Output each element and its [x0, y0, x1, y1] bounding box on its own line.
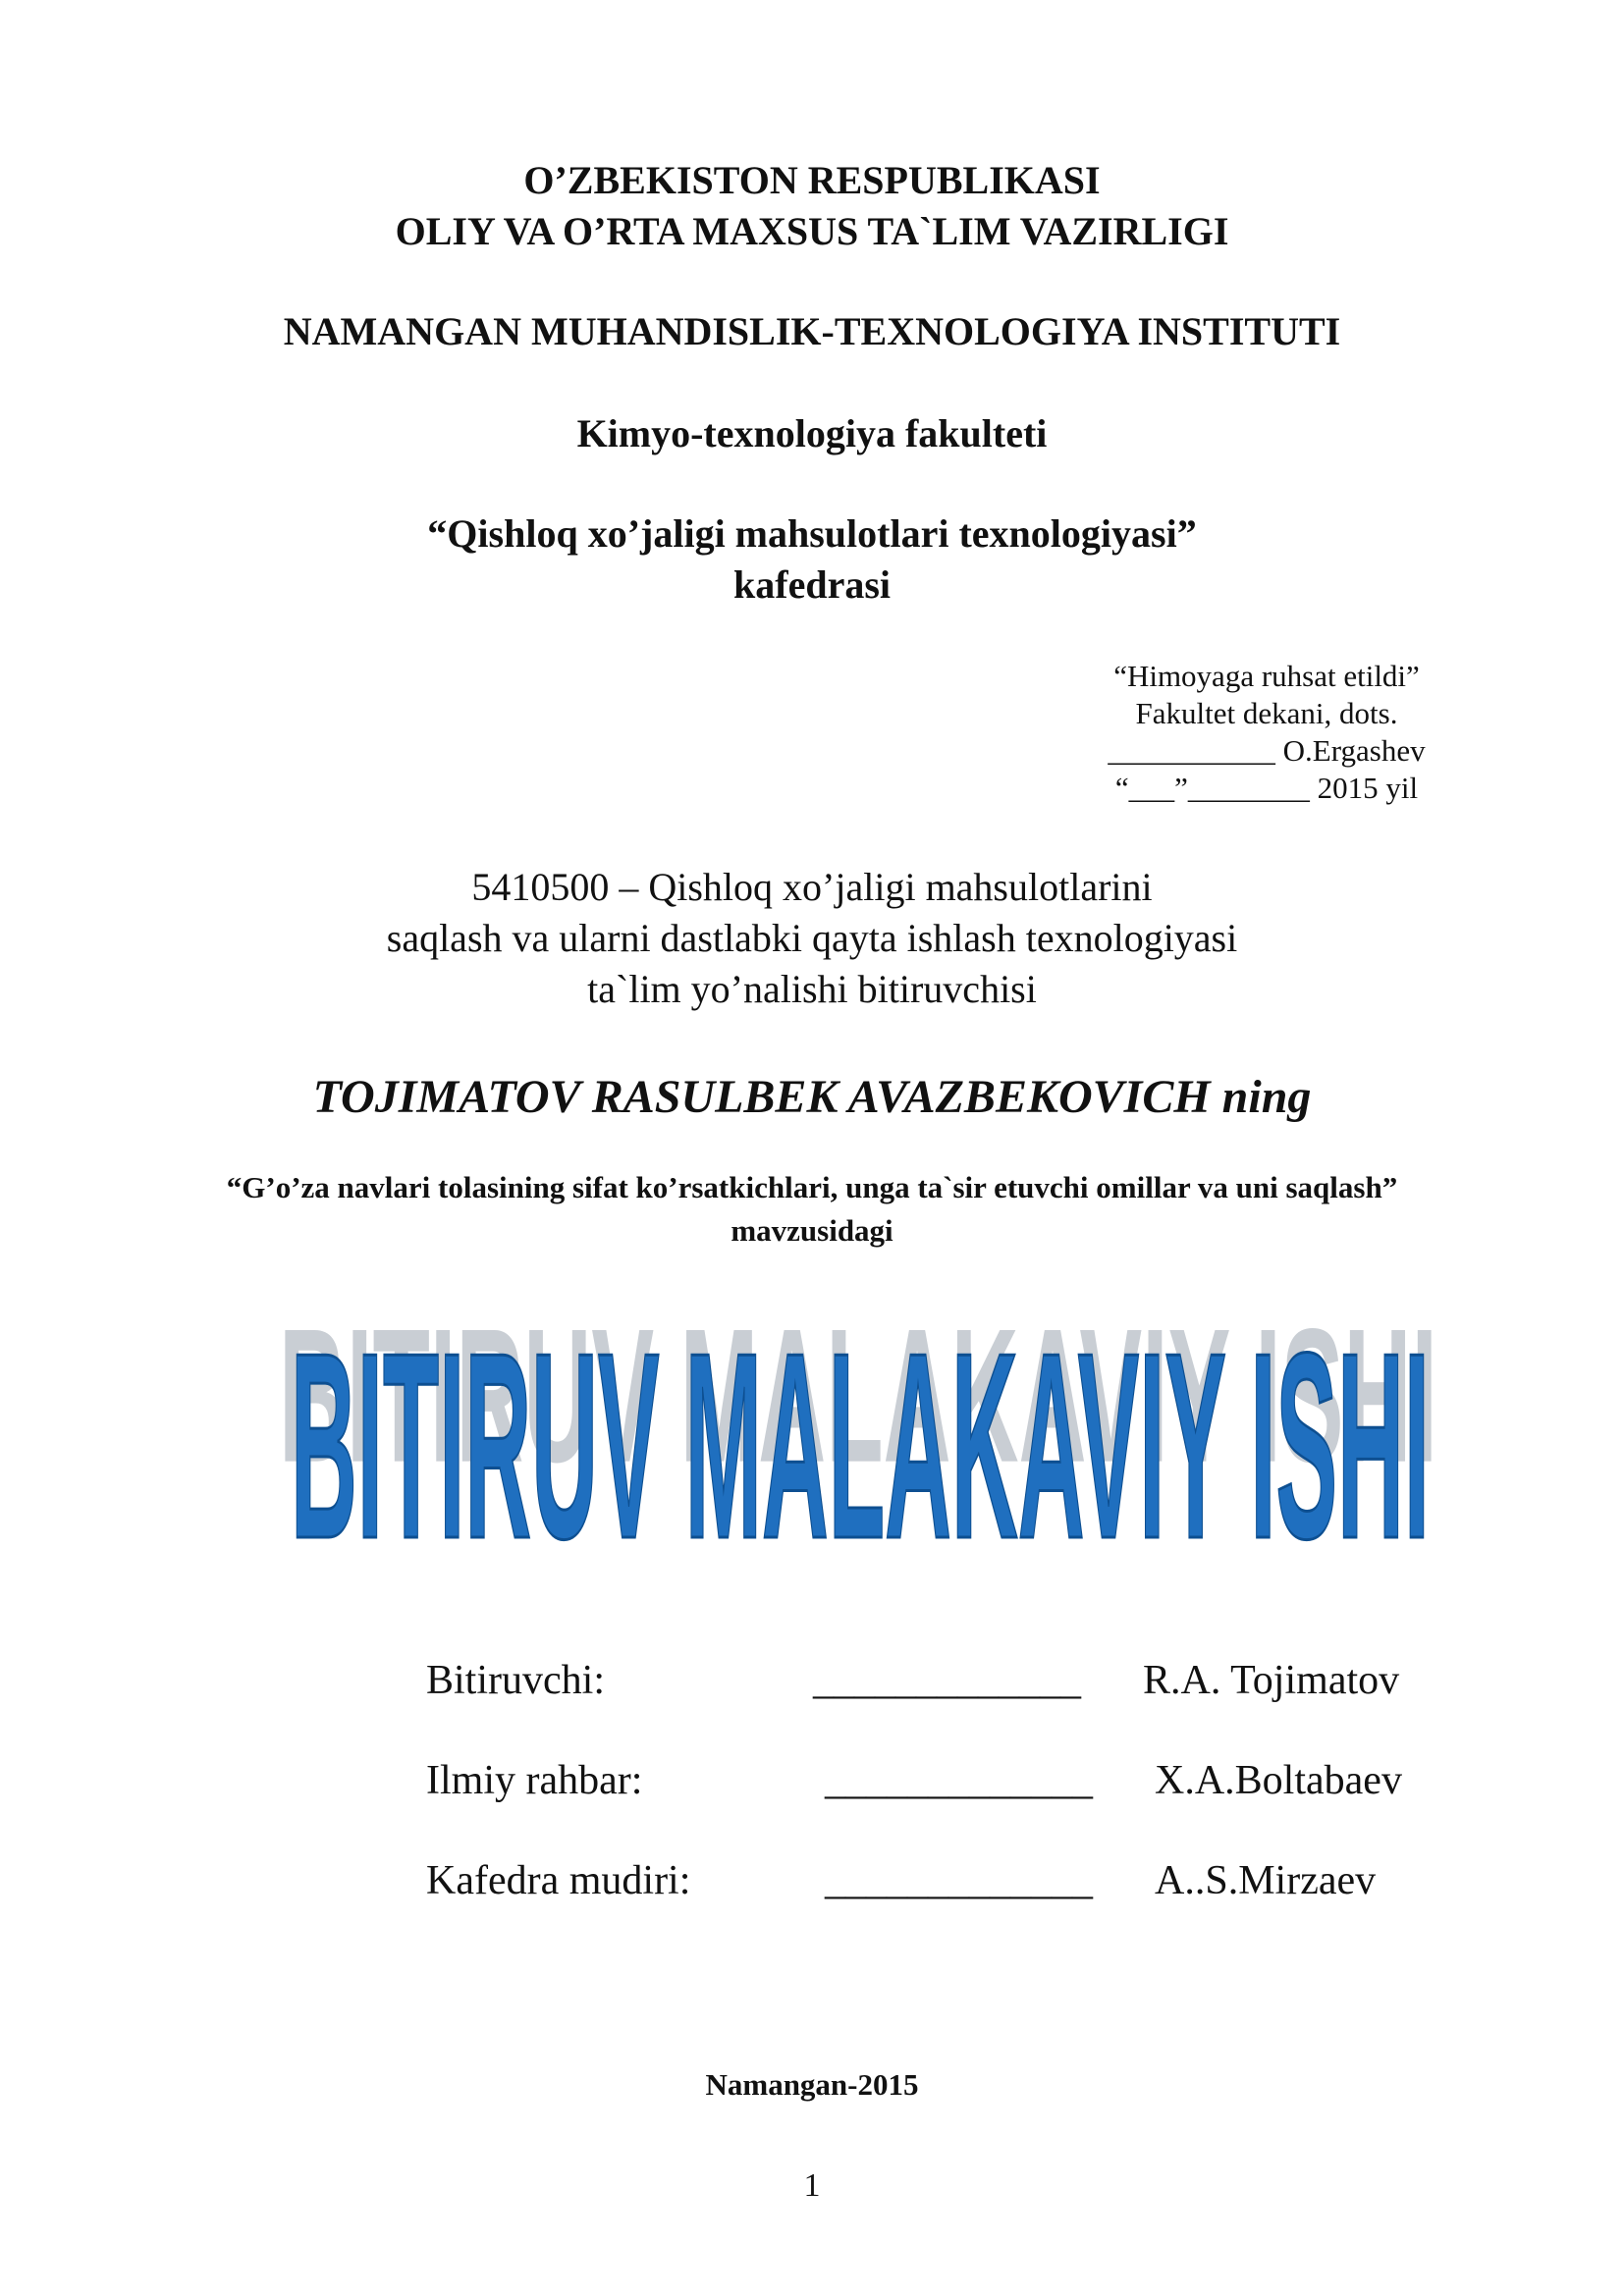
thesis-topic-line1: “G’o’za navlari tolasining sifat ko’rsatkichlari, unga ta`sir etuvchi omillar va uni saqlash” [226, 1170, 1398, 1204]
specialty-line1: 5410500 – Qishloq xo’jaligi mahsulotlarini [471, 865, 1153, 909]
ministry-heading: OLIY VA O’RTA MAXSUS TA`LIM VAZIRLIGI [395, 209, 1229, 253]
faculty-heading: Kimyo-texnologiya fakulteti [576, 411, 1048, 455]
thesis-title-banner-shadow: BITIRUV MALAKAVIY ISHI [279, 1289, 1437, 1503]
signature-name: R.A. Tojimatov [1143, 1658, 1400, 1703]
approval-line1: “Himoyaga ruhsat etildi” [1113, 659, 1420, 693]
specialty-line3: ta`lim yo’nalishi bitiruvchisi [587, 967, 1037, 1011]
page-number: 1 [803, 2167, 821, 2204]
thesis-topic-line2: mavzusidagi [731, 1213, 893, 1248]
signature-name: A..S.Mirzaev [1155, 1858, 1377, 1903]
signature-row-supervisor [0, 1757, 1624, 1812]
signature-role: Bitiruvchi: [426, 1658, 605, 1703]
approval-line4: “___”________ 2015 yil [1114, 771, 1419, 805]
republic-heading: O’ZBEKISTON RESPUBLIKASI [523, 158, 1101, 202]
signature-role: Ilmiy rahbar: [426, 1758, 643, 1803]
thesis-title-banner-text: BITIRUV MALAKAVIY ISHI [291, 1299, 1430, 1551]
city-year: Namangan-2015 [705, 2067, 919, 2102]
institute-heading: NAMANGAN MUHANDISLIK-TEXNOLOGIYA INSTITUTI [283, 309, 1341, 353]
signature-row-graduate [0, 1657, 1624, 1712]
signature-line: _____________ [825, 1858, 1093, 1903]
signature-role: Kafedra mudiri: [426, 1858, 691, 1903]
specialty-line2: saqlash va ularni dastlabki qayta ishlash texnologiyasi [386, 916, 1238, 960]
signature-line: _____________ [825, 1758, 1093, 1803]
department-heading-line1: “Qishloq xo’jaligi mahsulotlari texnologiyasi” [427, 511, 1197, 556]
thesis-title-banner [275, 1266, 1443, 1551]
signature-row-department-head [0, 1857, 1624, 1912]
approval-line3: ___________ O.Ergashev [1108, 733, 1426, 768]
approval-line2: Fakultet dekani, dots. [1135, 696, 1398, 730]
signature-line: _____________ [813, 1658, 1081, 1703]
approval-block [1060, 658, 1473, 807]
department-heading-line2: kafedrasi [733, 562, 891, 607]
student-name: TOJIMATOV RASULBEK AVAZBEKOVICH ning [312, 1071, 1312, 1123]
signature-name: X.A.Boltabaev [1155, 1758, 1402, 1803]
